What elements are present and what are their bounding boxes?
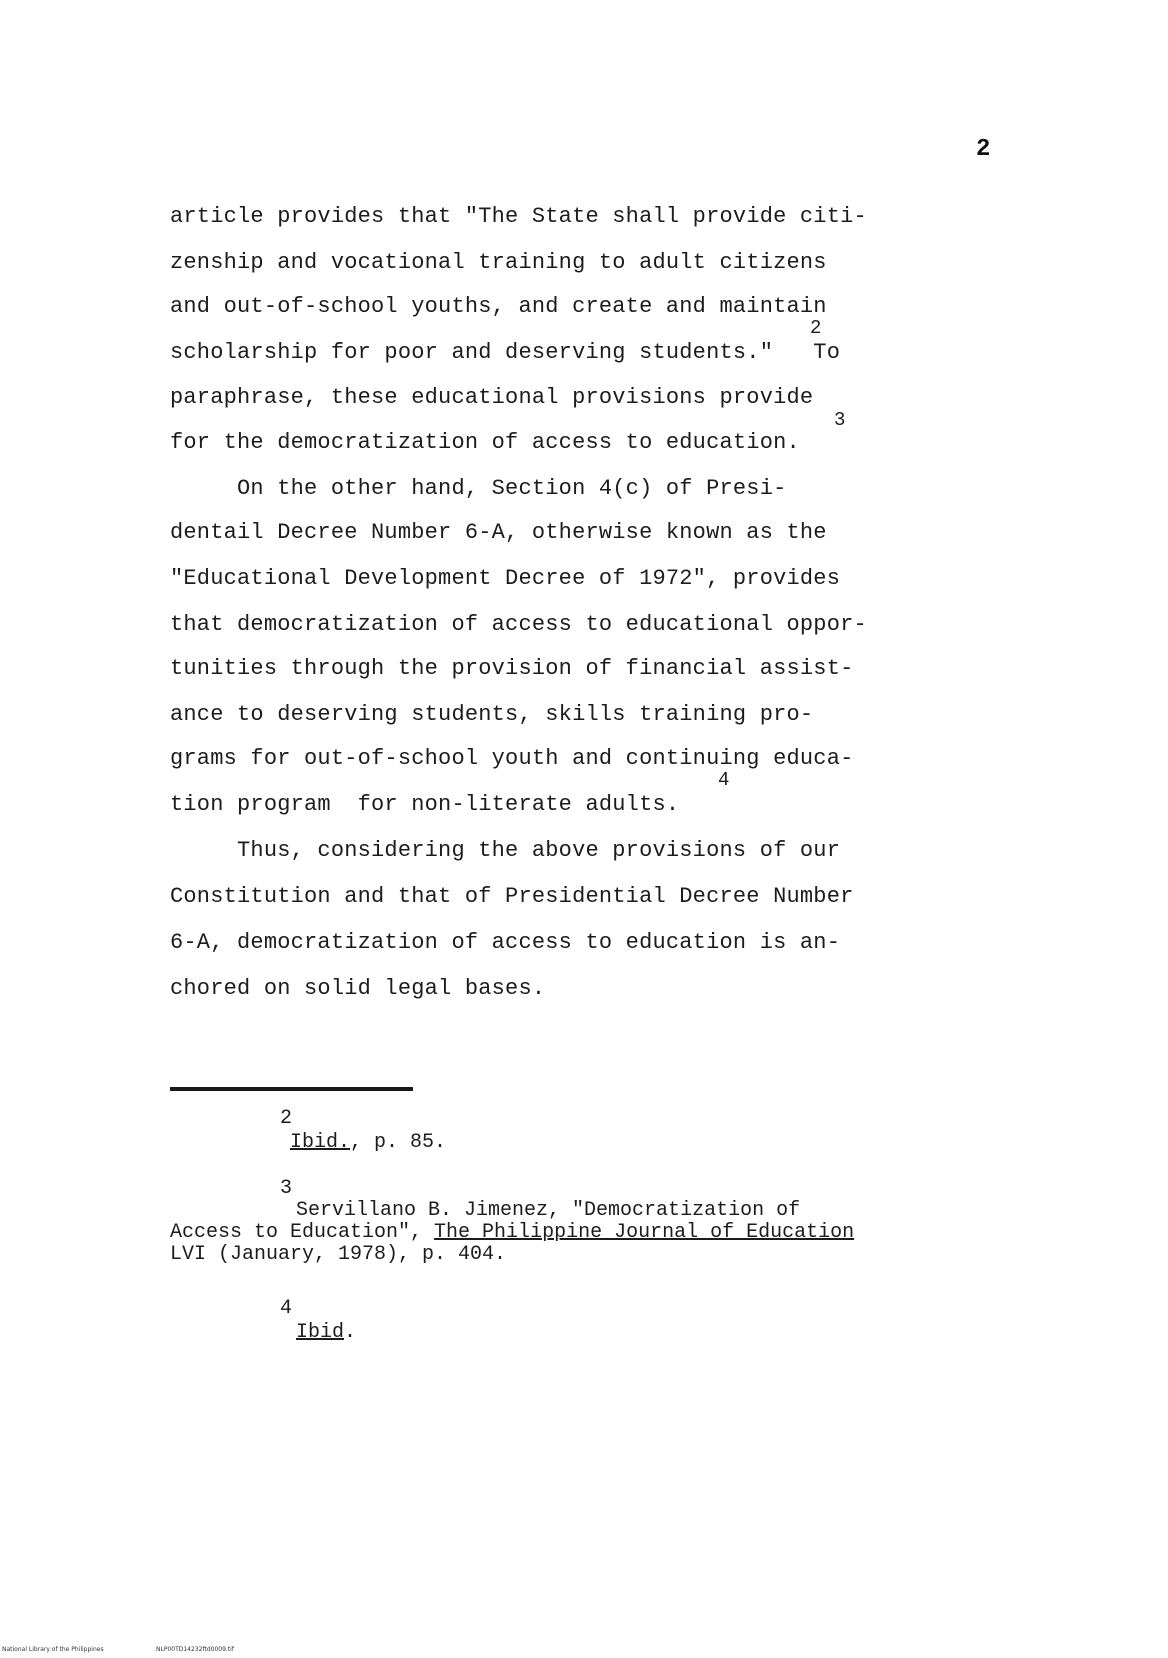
footnote-4-ibid: Ibid bbox=[296, 1321, 345, 1344]
footnote-3-page: p. 404. bbox=[422, 1243, 507, 1266]
body-line-16: Constitution and that of Presidential Decree Number bbox=[170, 884, 854, 909]
footnote-3-line-1: Servillano B. Jimenez, "Democratization of bbox=[296, 1199, 801, 1222]
footnote-3-line-3 bbox=[170, 1244, 506, 1266]
body-line-14: tion program for non-literate adults. bbox=[170, 792, 680, 817]
body-line-7: On the other hand, Section 4(c) of Presi- bbox=[170, 476, 787, 501]
footnote-2-page: , p. 85. bbox=[350, 1131, 447, 1154]
footnote-3-line-2 bbox=[170, 1222, 854, 1244]
footnote-3-volume: LVI (January, 1978), bbox=[170, 1243, 423, 1266]
footnote-2-marker: 2 bbox=[280, 1107, 293, 1130]
body-line-8: dentail Decree Number 6-A, otherwise known as the bbox=[170, 520, 827, 545]
body-line-11: tunities through the provision of financial assist- bbox=[170, 656, 854, 681]
body-line-15: Thus, considering the above provisions of our bbox=[170, 838, 841, 863]
footnote-separator bbox=[170, 1087, 413, 1091]
footnote-2-ibid: Ibid. bbox=[290, 1131, 351, 1154]
footnote-3-article-title: Access to Education", bbox=[170, 1221, 435, 1244]
body-line-10: that democratization of access to educational oppor- bbox=[170, 612, 867, 637]
body-line-13: grams for out-of-school youth and continuing educa- bbox=[170, 746, 854, 771]
body-line-17: 6-A, democratization of access to education is an- bbox=[170, 930, 841, 955]
body-line-1: article provides that "The State shall provide citi- bbox=[170, 204, 867, 229]
footnote-4-period: . bbox=[344, 1321, 357, 1344]
footnote-ref-4: 4 bbox=[718, 769, 730, 791]
footnote-3-journal-title: The Philippine Journal of Education bbox=[434, 1221, 855, 1244]
footnote-2 bbox=[290, 1132, 446, 1154]
footnote-4-marker: 4 bbox=[280, 1297, 293, 1320]
archive-stamp-filename: NLP00TD14232ftd0009.tif bbox=[156, 1646, 234, 1653]
body-line-12: ance to deserving students, skills training pro- bbox=[170, 702, 814, 727]
footnote-ref-2: 2 bbox=[810, 317, 822, 339]
body-line-18: chored on solid legal bases. bbox=[170, 976, 546, 1001]
body-line-9: "Educational Development Decree of 1972", provides bbox=[170, 566, 841, 591]
archive-stamp-library: National Library of the Philippines bbox=[2, 1646, 104, 1653]
footnote-3-marker: 3 bbox=[280, 1177, 293, 1200]
footnote-4 bbox=[296, 1322, 356, 1344]
body-line-5: paraphrase, these educational provisions provide bbox=[170, 385, 814, 410]
footnote-ref-3: 3 bbox=[834, 409, 846, 431]
body-line-3: and out-of-school youths, and create and maintain bbox=[170, 294, 827, 319]
body-line-6: for the democratization of access to education. bbox=[170, 430, 800, 455]
body-line-4: scholarship for poor and deserving students." To bbox=[170, 340, 841, 365]
page-number: 2 bbox=[976, 136, 991, 163]
body-line-2: zenship and vocational training to adult citizens bbox=[170, 250, 827, 275]
